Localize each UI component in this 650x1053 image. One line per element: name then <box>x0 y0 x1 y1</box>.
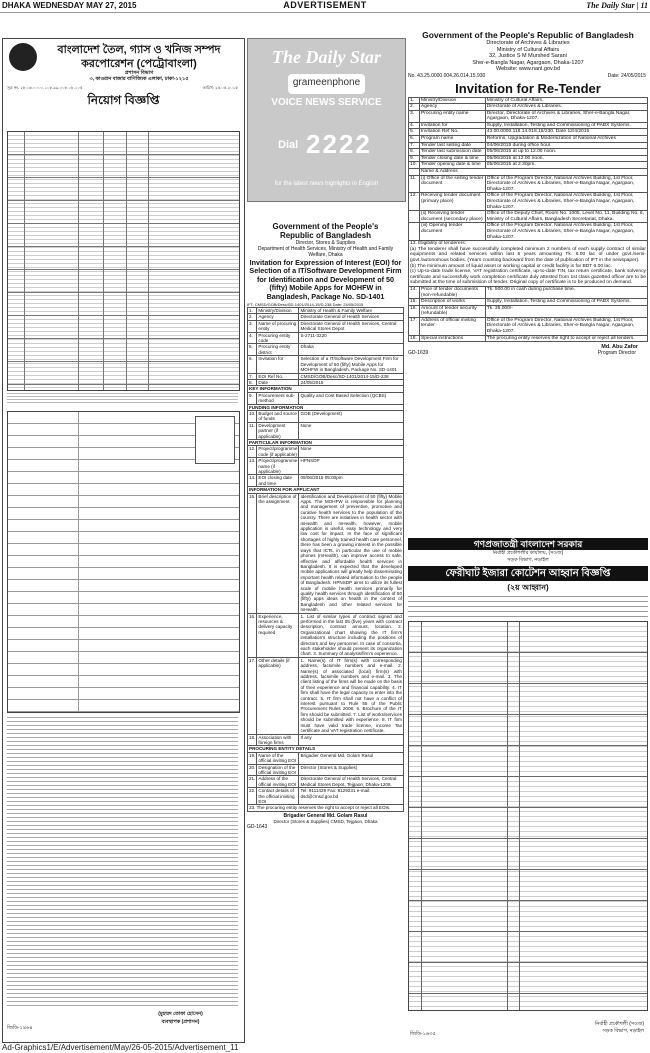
cell-no: 15. <box>409 299 420 306</box>
table-row <box>248 764 404 776</box>
cell-key: Designation of the official inviting EOI <box>257 764 299 776</box>
cell-no: 19. <box>248 752 257 764</box>
table-row <box>248 320 404 332</box>
cell-no: 3. <box>248 320 257 332</box>
cell-no: 21. <box>248 776 257 788</box>
cell-value: Identification and Development of 50 (fifty) Mobile Apps. The MOHFW is responsible for planning and management of preventive, promotive and curative health services to the population of the country. There are initiatives in health sector with mHealth and mHealth, however, mobile application is useful, easy technology and very low cost for impact. In the face of significant shortages of highly trained health care personnel, there has been a growing interest in the possible ways that ICTs, in particular the use of mobile phones (mHealth), can improve access to safe, effective and affordable health services in Bangladesh. It is expected that the developed mobile applications will greatly help disseminating important health related information to the people of Bangladesh. HPNSDP aims to utilize its fullest scale of mobile health services primarily for quality health services through identification of 50 (fifty) apps ideas on health in the context of Bangladesh and other related services for mHealth. <box>300 493 402 613</box>
eoi-code: GD-1643 <box>247 823 268 830</box>
retender-gov: Government of the People's Republic of Bangladesh <box>422 30 634 40</box>
page-footer: Ad-Graphics1/E/Advertisement/May/26-05-2015/Advertisement_11 <box>2 1043 239 1052</box>
petrobangla-signer-title: ব্যবস্থাপক (প্রশাসন) <box>161 1019 200 1025</box>
eoi-dept2: Department of Health Services, Ministry of Health and Family Welfare, Dhaka <box>257 246 394 258</box>
cell-key: Tender closing date & time <box>419 155 485 162</box>
cell-value: Directorate General of Health Services <box>299 314 404 320</box>
header-page-number: 11 <box>640 1 648 10</box>
cell-key: Invitation for <box>257 356 299 373</box>
photo-box <box>195 416 235 464</box>
cell-key: Price of tender documents (non-refundable) <box>419 286 485 298</box>
cell-value: HPNSDP <box>299 458 404 475</box>
cell-no: 5. <box>409 129 420 136</box>
retender-eligibility <box>409 241 648 287</box>
cell-no: 13. <box>248 458 257 475</box>
recruitment-table <box>7 131 240 391</box>
petrobangla-date: তারিখ: ২৫.০৫.২০১৫ <box>202 85 238 90</box>
cell-no: 7. <box>409 142 420 149</box>
cell-value: 1. Name(s) of IT firm(s) with corresponding address, facsimile numbers and e-mail. 2. Name(s) of associated (local) firm(s) with address, facsimile numbers and e-mail. 3. The client listing of the firms will be made on the basis of their experience and financial capability. 4. IT firm shall have the legal capacity to enter into the contract. 5. IT firm shall not have a conflict of interest pursuant to Rule 55 of the Public Procurement Rules 2008. 6. Brochure of the IT firm should be submitted. 7. List of works/services should be submitted with experience. 8. IT firm must have valid trade license, income Tax certificate and VAT registration certificate. <box>300 657 402 734</box>
service-name: VOICE NEWS SERVICE <box>271 97 382 108</box>
table-row <box>248 422 404 439</box>
ferry-sub1: নির্বাহী প্রকৌশলীর কার্যালয়, (সওজ) <box>492 550 564 556</box>
cell-key: (i) Office of the selling tender document <box>419 175 485 193</box>
table-row <box>409 104 648 111</box>
ferry-intro <box>408 596 648 618</box>
cell-key: Association with foreign firms <box>257 734 299 746</box>
cell-value: None <box>299 446 404 458</box>
cell-key: Agency <box>419 104 485 111</box>
cell-no: 18. <box>248 734 257 746</box>
cell-no: 7. <box>248 373 257 379</box>
cell-no: 20. <box>248 764 257 776</box>
retender-l5: Website: www.nanl.gov.bd <box>496 66 560 72</box>
cell-key: EOI closing date and time <box>257 475 299 487</box>
cell-value: The procuring entity reserves the right to accept or reject all tenders. <box>485 335 647 342</box>
eoi-funding: FUNDING INFORMATION <box>248 404 404 410</box>
table-row <box>248 776 404 788</box>
eoi-signer-title: Director (Stores & Supplies) CMSD, Tejgaon, Dhaka <box>273 819 378 825</box>
eoi-applicant: INFORMATION FOR APPLICANT <box>248 487 404 493</box>
cell-no: 4. <box>248 332 257 344</box>
cell-key: Procuring entity code <box>257 332 299 344</box>
table-row <box>409 317 648 335</box>
table-row <box>409 97 648 104</box>
cell-value: Tk. 35,000/- <box>485 305 647 317</box>
cell-no: 11. <box>248 422 257 439</box>
retender-l4: Sher-e-Bangla Nagar, Agargaon, Dhaka-1207 <box>472 59 584 66</box>
retender-l3: 32, Justice S M Murshed Sarani <box>489 53 567 59</box>
cell-value: GOB (Development) <box>299 410 404 422</box>
ferry-title: ফেরীঘাট ইজারা কোটেশন আহ্বান বিজ্ঞপ্তি <box>408 566 648 581</box>
cell-value: Supply, Installation, Testing and Commissioning of PABX Systems. <box>485 299 647 306</box>
cell-value: Ministry of Health & Family Welfare <box>299 308 404 314</box>
table-row <box>409 223 648 241</box>
ferry-subtitle: (২য় আহ্বান) <box>507 583 549 592</box>
page-header <box>0 0 650 13</box>
cell-no: 2. <box>248 314 257 320</box>
cell-key: Tender last submission date <box>419 149 485 156</box>
cell-no <box>409 223 420 241</box>
table-row <box>409 155 648 162</box>
retender-signer: Md. Abu Zafor <box>601 344 638 351</box>
cell-key: Name of the official inviting EOI <box>257 752 299 764</box>
table-row <box>248 410 404 422</box>
eoi-title: Invitation for Expression of Interest (EOI) for Selection of a IT/Software Development Firm for Identification and Development of 50 (fifty) Mobile Apps for MOHFW in Bangladesh, Package No. SD-1401 <box>249 258 402 301</box>
petrobangla-signer: (মুহম্মদ তোফা হোসেন) <box>158 1011 203 1017</box>
retender-table <box>408 97 648 343</box>
cell-no: 8. <box>248 379 257 385</box>
cell-no <box>409 211 420 223</box>
cell-value: Directorate General of Health Services, Central Medical Stores Depot <box>299 320 404 332</box>
cell-key: Amount of tender security (refundable) <box>419 305 485 317</box>
cell-value: Office of the Program Director, National Archives Building, 1st Floor, Directorate of Archives & Libraries, Sher-e-Bangla Nagar, Agargaon, Dhaka-1207. <box>485 193 647 211</box>
ferry-code: জিডি-১৬৩৫ <box>410 1031 436 1037</box>
cell-key: Development partner (if applicable) <box>257 422 299 439</box>
cell-key: Procurement sub-method <box>257 392 299 404</box>
cell-value: Tk. 500.00 in cash during purchase time. <box>485 286 647 298</box>
eligibility-heading: 13. Eligibility of tenderers: <box>410 241 466 247</box>
cell-key: Agency <box>257 314 299 320</box>
cell-no: 15. <box>248 493 257 613</box>
table-row <box>248 446 404 458</box>
cell-value: 05/06/2015 at up to 12.00 noon. <box>485 149 647 156</box>
ds-logo: The Daily Star <box>271 47 381 67</box>
cell-key: Program name <box>419 136 485 143</box>
cell-no: 1. <box>248 308 257 314</box>
ferry-signer2: সড়ক বিভাগ, নড়াইল <box>602 1028 644 1034</box>
ferry-sub2: সড়ক বিভাগ, নড়াইল <box>507 557 549 563</box>
recruitment-notes <box>7 391 238 405</box>
cell-key: Procuring entity name <box>419 110 485 122</box>
cell-key: (iii) Opening tender document <box>419 223 485 241</box>
cell-value: Office of the Program Director, National Archives Building, 1st Floor, Directorate of Archives & Libraries, Sher-e-Bangla Nagar, Agargaon, Dhaka-1207. <box>485 223 647 241</box>
eligibility-b: (b) The minimum amount of liquid asset or working capital or credit facility is for BDT 6.00 lac. <box>410 263 613 269</box>
cell-value: CMSD/GOB/Desc/SD-1401/2014-15/D-238 <box>299 373 404 379</box>
cell-no: 18. <box>409 335 420 342</box>
table-row <box>409 142 648 149</box>
table-row <box>409 286 648 298</box>
cell-no: 4. <box>409 122 420 129</box>
petrobangla-title2: করপোরেশন (পেট্রোবাংলা) <box>81 58 197 70</box>
cell-key: Tender last selling date <box>419 142 485 149</box>
table-row <box>409 193 648 211</box>
cell-key: (ii) Receiving tender document (secondary place) <box>419 211 485 223</box>
ds-tagline: for the latest news highlights in English <box>274 181 379 187</box>
table-row <box>248 373 404 379</box>
cell-value: 05/06/2015 at 2.30pm. <box>485 162 647 169</box>
header-paper-page: The Daily Star | 11 <box>586 1 648 10</box>
retender-title: Invitation for Re-Tender <box>455 80 601 96</box>
cell-no: 3. <box>409 110 420 122</box>
eligibility-a: (a) The tenderer shall have successfully completed minimum 2 numbers of each supply contract of similar equipments and related services within last 5 years amounting Tk. 6.00 lac of under govt./semi-govt./autonomous bodies. (Years counting backward from the date of publication of IFT in the newspaper). <box>410 246 646 263</box>
cell-key: Receiving tender document (primary place) <box>419 193 485 211</box>
eoi-dept1: Director, Stores & Supplies <box>295 240 356 246</box>
eoi-entity: PROCURING ENTITY DETAILS <box>248 746 404 752</box>
petrobangla-address: ৩, কাওরান বাজার বাণিজ্যিক এলাকা, ঢাকা-১২১৫ <box>89 76 189 82</box>
cell-key: Project/programme name (if applicable) <box>258 458 298 474</box>
cell-key: Special instructions <box>419 335 485 342</box>
table-row <box>248 356 404 373</box>
cell-key: EOI Ref No. <box>257 373 299 379</box>
table-row <box>248 752 404 764</box>
eoi-table <box>247 307 404 812</box>
cell-no: 16. <box>248 613 257 657</box>
cell-key: Invitation Ref No. <box>419 129 485 136</box>
cell-value: Ministry of Cultural Affairs. <box>485 97 647 104</box>
cell-value: Office of the Program Director, National Archives Building, 1st Floor, Directorate of Archives & Libraries, Sher-e-Bangla Nagar, Agargaon, Dhaka-1207. <box>485 175 647 193</box>
cell-no: 1. <box>409 97 420 104</box>
table-row <box>409 299 648 306</box>
partner-name: grameenphone <box>292 77 361 88</box>
cell-key: Invitation for <box>419 122 485 129</box>
cell-value: Office of the Program Director, National Archives Building, 1st Floor, Directorate of Archives & Libraries, Sher-e-Bangla Nagar, Agargaon, Dhaka-1207. <box>485 317 647 335</box>
cell-no: 5. <box>248 344 257 356</box>
cell-value: Tel: 9111429 Fax: 8129231 e-mail: dsd@cmsd.gov.bd <box>299 788 404 805</box>
cell-no: 12. <box>409 193 420 211</box>
cell-no: 6. <box>409 136 420 143</box>
petrobangla-ref: সূত্র নং- ২৮.০৬.০০০০.১০৮.৯৯.০০৮.০৮.১০৫ <box>7 85 83 90</box>
cell-value: Director, Directorate of Archives & Libraries, Sher-e-Bangla Nagar, Agargaon, Dhaka-1207. <box>485 110 647 122</box>
cell-value: Brigadier General Md. Golam Rasul <box>299 752 404 764</box>
cell-no: 10. <box>409 162 420 169</box>
cell-value: 24/05/2015 <box>299 379 404 385</box>
table-row <box>409 305 648 317</box>
eoi-ref: IFT: CMSD/GOB/Desc/SD-1401/2014-15/D-238 Date: 24/05/2015 <box>247 302 364 308</box>
cell-value: None <box>299 422 404 439</box>
header-paper-name: The Daily Star <box>586 1 635 10</box>
table-row <box>248 788 404 805</box>
cell-key: Project/programme code (if applicable) <box>258 446 298 457</box>
cell-value: Dhaka <box>299 344 404 356</box>
petrobangla-title1: বাংলাদেশ তৈল, গ্যাস ও খনিজ সম্পদ <box>57 44 221 56</box>
eoi-notice <box>247 222 404 1040</box>
table-row <box>409 211 648 223</box>
cell-value: Directorate General of Health Services, Central Medical Stores Depot, Tejgaon, Dhaka-1208. <box>299 776 404 788</box>
eoi-particular: PARTICULAR INFORMATION <box>248 439 404 445</box>
cell-value: If any <box>299 734 404 746</box>
eoi-signer: Brigadier General Md. Golam Rasul <box>283 812 368 819</box>
table-row <box>248 332 404 344</box>
cell-key: Other details (if applicable) <box>257 657 299 734</box>
cell-key: Brief description of the assignment <box>257 493 299 613</box>
table-row <box>409 136 648 143</box>
table-row <box>248 475 404 487</box>
retender-l2: Ministry of Cultural Affairs <box>496 46 560 53</box>
table-row <box>409 162 648 169</box>
petrobangla-ad <box>2 38 245 1043</box>
cell-key: Contact details of the official inviting EOI <box>257 788 299 805</box>
cell-no <box>409 169 420 176</box>
eoi-row23: 23. The procuring entity reserves the right to accept or reject all EOIs. <box>248 805 404 811</box>
cell-value: Office of the Deputy Chief, Room No. 1005, Level No. 11, Building No. 6, Ministry of Cultural Affairs, Bangladesh Secretariat, Dhaka. <box>485 211 647 223</box>
cell-no: 9. <box>409 155 420 162</box>
cell-no: 16. <box>409 305 420 317</box>
instructions-block <box>7 717 238 1009</box>
cell-value: 43.00.0000.118.14.018.15/230. Date 12/4/2015 <box>485 129 647 136</box>
table-row <box>248 657 404 734</box>
retender-date: Date: 24/05/2015 <box>607 72 646 79</box>
cell-value: Reforms, Upgradation & Modernization of National Archives <box>485 136 647 143</box>
application-form <box>7 411 240 713</box>
cell-no: 2. <box>409 104 420 111</box>
petrobangla-office: প্রশাসন বিভাগ <box>124 70 154 76</box>
header-section: ADVERTISEMENT <box>283 0 367 10</box>
cell-no: 12. <box>248 446 257 458</box>
cell-no: 11. <box>409 175 420 193</box>
dial-label: Dial <box>278 139 299 151</box>
table-row <box>248 344 404 356</box>
table-row <box>409 149 648 156</box>
cell-key: Address of the official inviting EOI <box>257 776 299 788</box>
cell-value: 09/06/2015 05:00pm <box>299 475 404 487</box>
petrobangla-heading: নিয়োগ বিজ্ঞপ্তি <box>87 93 160 107</box>
cell-key: Date <box>257 379 299 385</box>
cell-no: 6. <box>248 356 257 373</box>
cell-key: Experience, resources & delivery capacity required <box>257 613 299 657</box>
cell-no: 9. <box>248 392 257 404</box>
cell-key: Tender opening date & time <box>419 162 485 169</box>
table-row <box>409 335 648 342</box>
table-row <box>248 493 404 613</box>
cell-value: Supply, Installation, Testing and Commissioning of PABX Systems. <box>485 122 647 129</box>
ferry-table <box>408 621 648 1011</box>
retender-code: GD-1639 <box>408 349 429 356</box>
cell-value: Selection of a IT/Software Development Firm for Development of 50 (fifty) Mobile Apps for MOHFW in Bangladesh, Package No. SD-1401 <box>299 356 404 373</box>
cell-key: Procuring entity district <box>257 344 299 356</box>
ferry-notice <box>408 538 648 1040</box>
eoi-gov: Government of the People's Republic of Bangladesh <box>272 222 379 240</box>
cell-no: 17. <box>409 317 420 335</box>
dial-number: 2222 <box>306 129 372 159</box>
cell-key: Name of procuring entity <box>257 320 299 332</box>
table-row <box>409 110 648 122</box>
retender-signer-title: Program Director <box>597 349 636 356</box>
retender-name-address: Name & Address <box>419 169 647 176</box>
retender-l1: Directorate of Archives & Libraries <box>486 40 570 46</box>
cell-key: Ministry/Division <box>257 308 299 314</box>
cell-value: Quality and Cost Based Selection (QCBS) <box>299 392 404 404</box>
cell-no: 17. <box>248 657 257 734</box>
eligibility-c: (c) Up-to-date trade license, VAT registration certificate, up-to-date TIN, tax return certificate, bank solvency certificate and successfully work completion certificate duly attested from 1st class gazetted officer are to be submitted at the time of submission of tender. Original copy of certificate is to be produced on demand. <box>410 269 646 286</box>
cell-no: 14. <box>409 286 420 298</box>
cell-value: 05/06/2015 at 12.00 noon. <box>485 155 647 162</box>
header-date: DHAKA WEDNESDAY MAY 27, 2015 <box>2 1 137 10</box>
daily-star-voice-ad <box>247 38 406 202</box>
cell-value: S-2711-3220 <box>299 332 404 344</box>
cell-value: Directorate of Archives & Libraries. <box>485 104 647 111</box>
table-row <box>248 392 404 404</box>
ferry-gov: গণপ্রজাতন্ত্রী বাংলাদেশ সরকার <box>408 538 648 550</box>
cell-no: 22. <box>248 788 257 805</box>
cell-no: 8. <box>409 149 420 156</box>
retender-ref: No. 43.25.0000.004.26.014.15.930 <box>408 72 486 79</box>
table-row <box>409 122 648 129</box>
cell-key: Ministry/Division <box>419 97 485 104</box>
cell-key: Budget and source of funds <box>258 410 297 422</box>
table-row <box>409 129 648 136</box>
petrobangla-logo <box>9 43 37 71</box>
cell-key: Address of official inviting tender <box>419 317 485 335</box>
eoi-key-info: KEY INFORMATION <box>248 386 404 392</box>
cell-value: 04/06/2015 during office hour. <box>485 142 647 149</box>
ferry-signer: নির্বাহী প্রকৌশলী (সওজ) <box>594 1021 644 1027</box>
cell-value: 1. List of similar types of contract signed and performed in the last 05 (five) years with contract description, contract amount, location. 2. Organizational chart showing the IT firm's installation's structure including the positions of directors and key personnel. In case of consortia, each stakeholder should present its organization chart. 3. Summary of analysis/firm's experience. <box>300 613 402 657</box>
table-row <box>248 734 404 746</box>
retender-notice <box>408 30 648 528</box>
cell-key: Description of works <box>419 299 485 306</box>
table-row <box>248 613 404 657</box>
petrobangla-code: জিডি-১৪৬৪ <box>7 1025 33 1031</box>
cell-no: 10. <box>248 410 257 422</box>
table-row <box>409 175 648 193</box>
table-row <box>248 458 404 475</box>
cell-no: 14. <box>248 475 257 487</box>
cell-value: Director (Stores & Supplies) <box>299 764 404 776</box>
